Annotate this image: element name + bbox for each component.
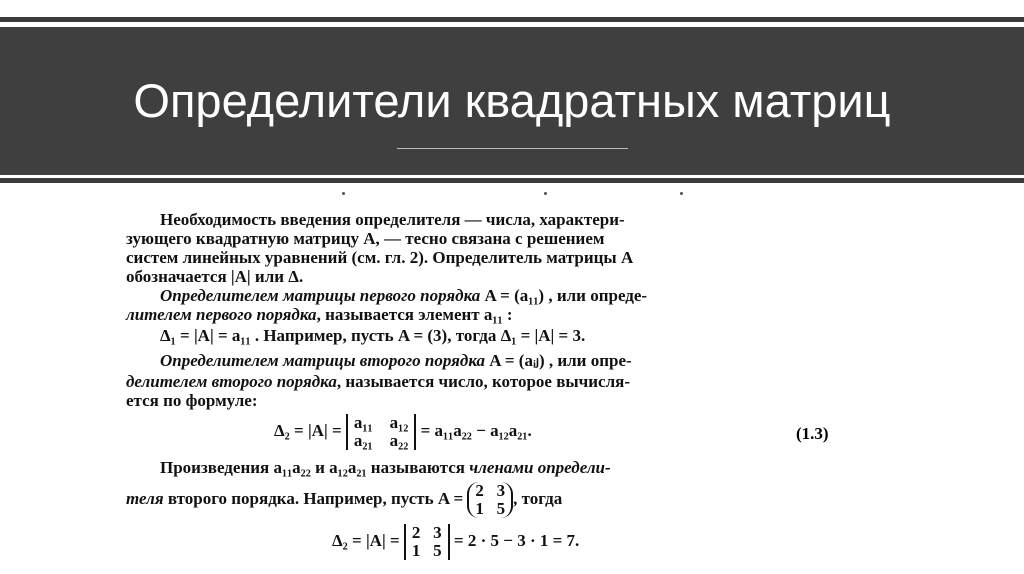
paragraph-line: Необходимость введения определителя — числа, характери- bbox=[160, 210, 625, 229]
paragraph-line bbox=[126, 482, 562, 518]
definition-term: Определителем матрицы первого порядка bbox=[160, 286, 481, 305]
scan-dot bbox=[680, 192, 683, 195]
scan-dot bbox=[544, 192, 547, 195]
definition-term: членами определи- bbox=[469, 458, 611, 477]
equation-rhs: = 2 · 5 − 3 · 1 = 7. bbox=[453, 530, 580, 550]
matrix-entry: 5 bbox=[433, 541, 442, 560]
matrix-entry: a₂₁ bbox=[353, 431, 373, 450]
top-rule bbox=[0, 17, 1024, 22]
equation-1-3 bbox=[274, 414, 532, 450]
determinant-2x2 bbox=[346, 414, 416, 450]
matrix-entry: 2 bbox=[475, 481, 484, 500]
determinant-2x2 bbox=[404, 524, 450, 560]
title-banner bbox=[0, 27, 1024, 175]
title-underline bbox=[397, 148, 628, 149]
equation-lhs: Δ₂ = |A| = bbox=[274, 420, 342, 440]
equation-number: (1.3) bbox=[796, 424, 829, 443]
inline-text: , называется число, которое вычисля- bbox=[336, 372, 630, 391]
matrix-entry: 3 bbox=[496, 481, 506, 500]
matrix-entry: a₁₁ bbox=[353, 413, 373, 432]
equation-lhs: Δ₂ = |A| = bbox=[332, 530, 400, 550]
matrix-entry: 3 bbox=[433, 523, 442, 542]
example-equation bbox=[332, 524, 579, 560]
inline-text: A = (aᵢⱼ) , или опре- bbox=[485, 351, 632, 370]
inline-text: второго порядка. Например, пусть A = bbox=[163, 488, 464, 508]
inline-text: , называется элемент a₁₁ : bbox=[316, 305, 513, 324]
definition-term: делителем второго порядка bbox=[126, 372, 337, 391]
paragraph-line bbox=[160, 351, 632, 370]
inline-text: Произведения a₁₁a₂₂ и a₁₂a₂₁ называются bbox=[160, 458, 470, 477]
inline-text: A = (a₁₁) , или опреде- bbox=[480, 286, 648, 305]
paragraph-line bbox=[126, 305, 513, 324]
paragraph-line: ется по формуле: bbox=[126, 391, 258, 410]
matrix-entry: 1 bbox=[411, 541, 421, 560]
scan-dot bbox=[342, 192, 345, 195]
definition-term: лителем первого порядка bbox=[126, 305, 317, 324]
scanned-page bbox=[124, 186, 846, 566]
paragraph-line bbox=[160, 286, 647, 305]
paragraph-line bbox=[160, 458, 611, 477]
matrix-entry: 2 bbox=[411, 523, 421, 542]
paragraph-line bbox=[126, 372, 630, 391]
matrix-2x2 bbox=[467, 482, 513, 518]
definition-term: теля bbox=[126, 488, 164, 508]
matrix-entry: 1 bbox=[475, 499, 484, 518]
matrix-entry: a₂₂ bbox=[389, 431, 409, 450]
paragraph-line: обозначается |A| или Δ. bbox=[126, 267, 304, 286]
equation-rhs: = a₁₁a₂₂ − a₁₂a₂₁. bbox=[420, 420, 532, 440]
slide-title: Определители квадратных матриц bbox=[133, 74, 891, 127]
definition-term: Определителем матрицы второго порядка bbox=[160, 351, 486, 370]
bottom-rule bbox=[0, 178, 1024, 183]
paragraph-line: зующего квадратную матрицу A, — тесно связана с решением bbox=[126, 229, 605, 248]
paragraph-line: систем линейных уравнений (см. гл. 2). Определитель матрицы A bbox=[126, 248, 634, 267]
matrix-entry: 5 bbox=[496, 499, 506, 518]
inline-text: , тогда bbox=[513, 488, 563, 508]
matrix-entry: a₁₂ bbox=[389, 413, 409, 432]
paragraph-line: Δ₁ = |A| = a₁₁ . Например, пусть A = (3), тогда Δ₁ = |A| = 3. bbox=[160, 326, 586, 345]
